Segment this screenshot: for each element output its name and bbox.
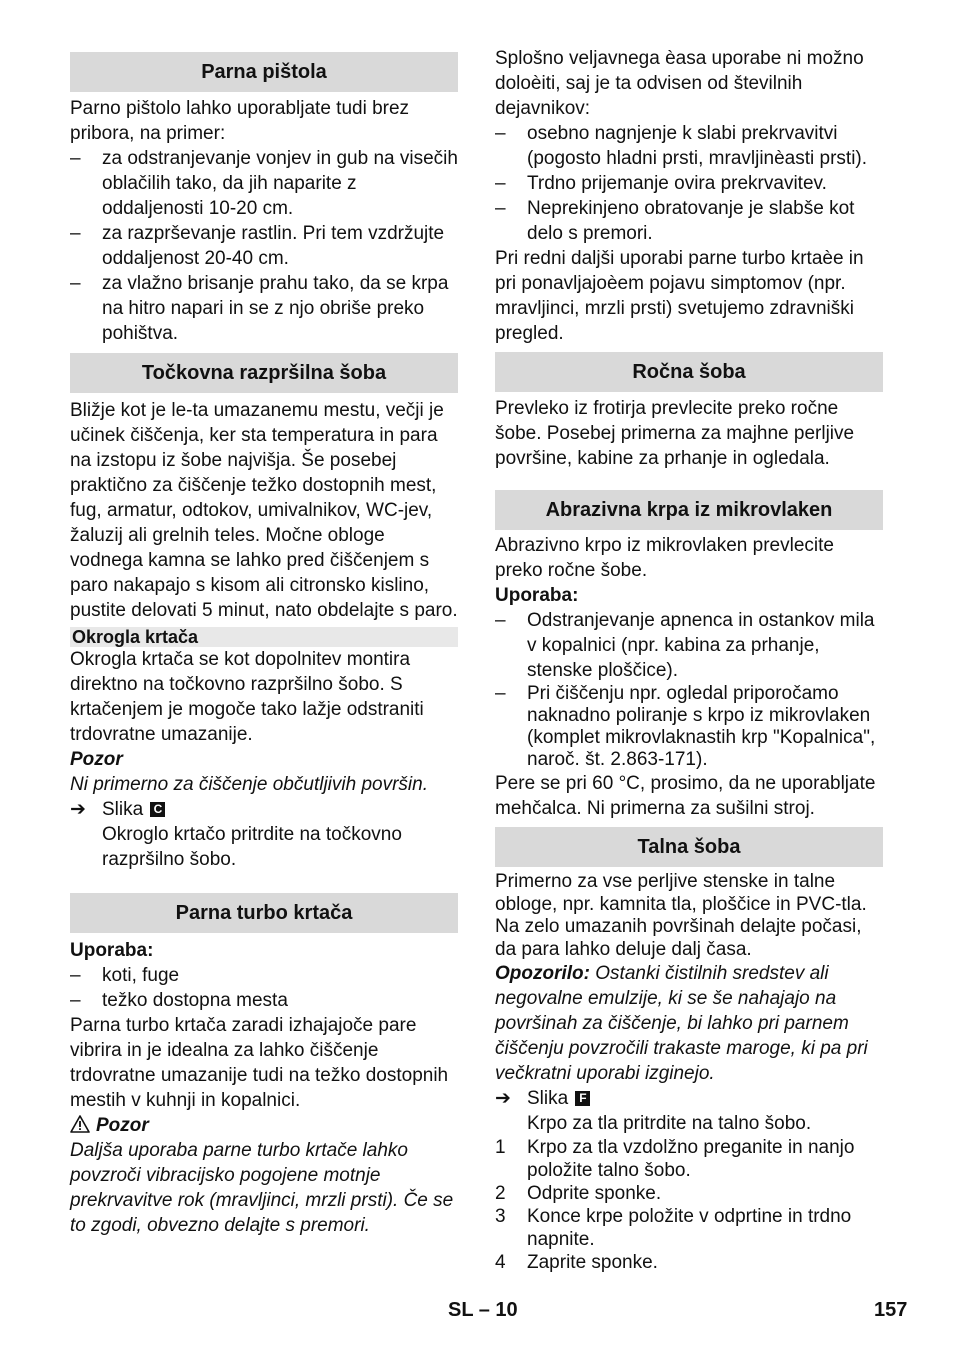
left-column: [70, 52, 458, 1238]
caution-label: Pozor: [96, 1115, 149, 1136]
paragraph: Krpo za tla pritrdite na talno šobo.: [527, 1113, 812, 1134]
list-item: – Odstranjevanje apnenca in ostankov mila v kopalnici (npr. kabina za prhanje, stenske ploščice).: [495, 608, 883, 683]
step-text: Krpo za tla vzdolžno preganite in nanjo položite talno šobo.: [527, 1137, 855, 1181]
note-text: Ostanki čistilnih sredstev ali negovalne emulzije, ki se še nahajajo na površinah za čiščenje, bi lahko pri parnem čiščenju povzročili trakaste maroge, ki pa pri večkratni uporabi izginejo.: [495, 963, 868, 1084]
step-text: Zaprite sponke.: [527, 1252, 658, 1273]
step-number: 3: [495, 1206, 506, 1227]
step-item: [495, 1136, 883, 1182]
step-number: 1: [495, 1137, 506, 1158]
figure-reference: [495, 1086, 883, 1111]
figure-letter-icon: C: [150, 802, 165, 817]
paragraph: Splošno veljavnega èasa uporabe ni možno doloèiti, saj je ta odvisen od številnih dejavnikov:: [495, 48, 864, 119]
bullet-list: [495, 121, 883, 246]
figure-reference: [70, 797, 458, 822]
caution-text: Daljša uporaba parne turbo krtače lahko povzroči vibracijsko pogojene motnje prekrvavitve rok (mravljinci, mrzli prsti). Če se to zgodi, obvezno delajte s premori.: [70, 1140, 454, 1236]
arrow-right-icon: ➔: [495, 1088, 511, 1109]
note: [495, 961, 883, 1086]
section-title-abrazivna-krpa: Abrazivna krpa iz mikrovlaken: [495, 490, 883, 530]
figure-label: Slika: [527, 1088, 569, 1109]
list-item: – osebno nagnjenje k slabi prekrvavitvi (pogosto hladni prsti, mravljinèasti prsti).: [495, 121, 883, 171]
step-number: 4: [495, 1252, 506, 1273]
caution-text: Ni primerno za čiščenje občutljivih površin.: [70, 774, 428, 795]
step-item: [495, 1251, 883, 1274]
list-item: – težko dostopna mesta: [70, 988, 458, 1013]
right-column: [495, 46, 883, 1274]
numbered-list: [495, 1136, 883, 1274]
caution-label: Pozor: [70, 749, 123, 770]
page-number: 157: [874, 1299, 908, 1321]
usage-label: Uporaba:: [70, 940, 154, 961]
list-item: – Trdno prijemanje ovira prekrvavitev.: [495, 171, 883, 196]
figure-letter-icon: F: [575, 1091, 590, 1106]
list-item: – Neprekinjeno obratovanje je slabše kot delo s premori.: [495, 196, 883, 246]
step-number: 2: [495, 1183, 506, 1204]
paragraph: Primerno za vse perljive stenske in talne obloge, npr. kamnita tla, ploščice in PVC-tla. Na zelo umazanih površinah delajte počasi, da para lahko deluje dalj časa.: [495, 871, 867, 960]
step-text: Odprite sponke.: [527, 1183, 662, 1204]
step-text: Konce krpe položite v odprtine in trdno napnite.: [527, 1206, 852, 1250]
section-title-talna-soba: Talna šoba: [495, 827, 883, 867]
subsection-title-okrogla-krtaca: Okrogla krtača: [70, 627, 458, 647]
paragraph: Bližje kot je le-ta umazanemu mestu, večji je učinek čiščenja, ker sta temperatura in para na izstopu iz šobe najvišja. Še posebej praktično za čiščenje težko dostopnih mest, fug, armatur, odtokov, umivalnikov, WC-jev, žaluzij ali grelnih teles. Močne obloge vodnega kamna se lahko pred čiščenjem s paro nakapajo s kisom ali citronsko kislino, pustite delovati 5 minut, nato obdelajte s paro.: [70, 400, 458, 621]
bullet-list: [495, 608, 883, 771]
arrow-right-icon: ➔: [70, 799, 86, 820]
bullet-list: [70, 146, 458, 346]
list-item: – koti, fuge: [70, 963, 458, 988]
footer-section-label: SL – 10: [448, 1299, 518, 1321]
list-item: – za odstranjevanje vonjev in gub na visečih oblačilih tako, da jih naparite z oddaljenosti 10-20 cm.: [70, 146, 458, 221]
bullet-list: [70, 963, 458, 1013]
section-title-parna-pistola: Parna pištola: [70, 52, 458, 92]
list-item: – za vlažno brisanje prahu tako, da se krpa na hitro napari in se z njo obriše preko pohištva.: [70, 271, 458, 346]
paragraph: Parno pištolo lahko uporabljate tudi brez pribora, na primer:: [70, 98, 410, 144]
step-item: [495, 1182, 883, 1205]
paragraph: Abrazivno krpo iz mikrovlaken prevlecite preko ročne šobe.: [495, 535, 834, 581]
list-item: – Pri čiščenju npr. ogledal priporočamo naknadno poliranje s krpo iz mikrovlaken (komplet mikrovlaknastih krp "Kopalnica", naroč. št. 2.863-171).: [495, 683, 883, 771]
list-item: – za razprševanje rastlin. Pri tem vzdržujte oddaljenost 20-40 cm.: [70, 221, 458, 271]
step-item: [495, 1205, 883, 1251]
caution-heading: [70, 1113, 458, 1138]
paragraph: Parna turbo krtača zaradi izhajajoče pare vibrira in je idealna za lahko čiščenje trdovratne umazanije tudi na težko dostopnih mestih v kuhnji in kopalnici.: [70, 1015, 449, 1111]
note-label: Opozorilo:: [495, 963, 590, 984]
warning-triangle-icon: [70, 1115, 90, 1133]
section-title-rocna-soba: Ročna šoba: [495, 352, 883, 392]
section-title-tockovna-sob: Točkovna razpršilna šoba: [70, 353, 458, 393]
section-title-parna-turbo-krtaca: Parna turbo krtača: [70, 893, 458, 933]
paragraph: Pri redni daljši uporabi parne turbo krtaèe in pri ponavljajoèem pojavu simptomov (npr. mravljinci, mrzli prsti) svetujemo zdravniški pregled.: [495, 248, 864, 344]
usage-label: Uporaba:: [495, 585, 579, 606]
paragraph: Okroglo krtačo pritrdite na točkovno razpršilno šobo.: [102, 824, 402, 870]
figure-label: Slika: [102, 799, 144, 820]
paragraph: Prevleko iz frotirja prevlecite preko ročne šobe. Posebej primerna za majhne perljive površine, kabine za prhanje in ogledala.: [495, 398, 855, 469]
paragraph: Pere se pri 60 °C, prosimo, da ne uporabljate mehčalca. Ni primerna za sušilni stroj.: [495, 773, 876, 819]
paragraph: Okrogla krtača se kot dopolnitev montira direktno na točkovno razpršilno šobo. S krtačenjem je mogoče tako lažje odstraniti trdovratne umazanije.: [70, 649, 424, 745]
